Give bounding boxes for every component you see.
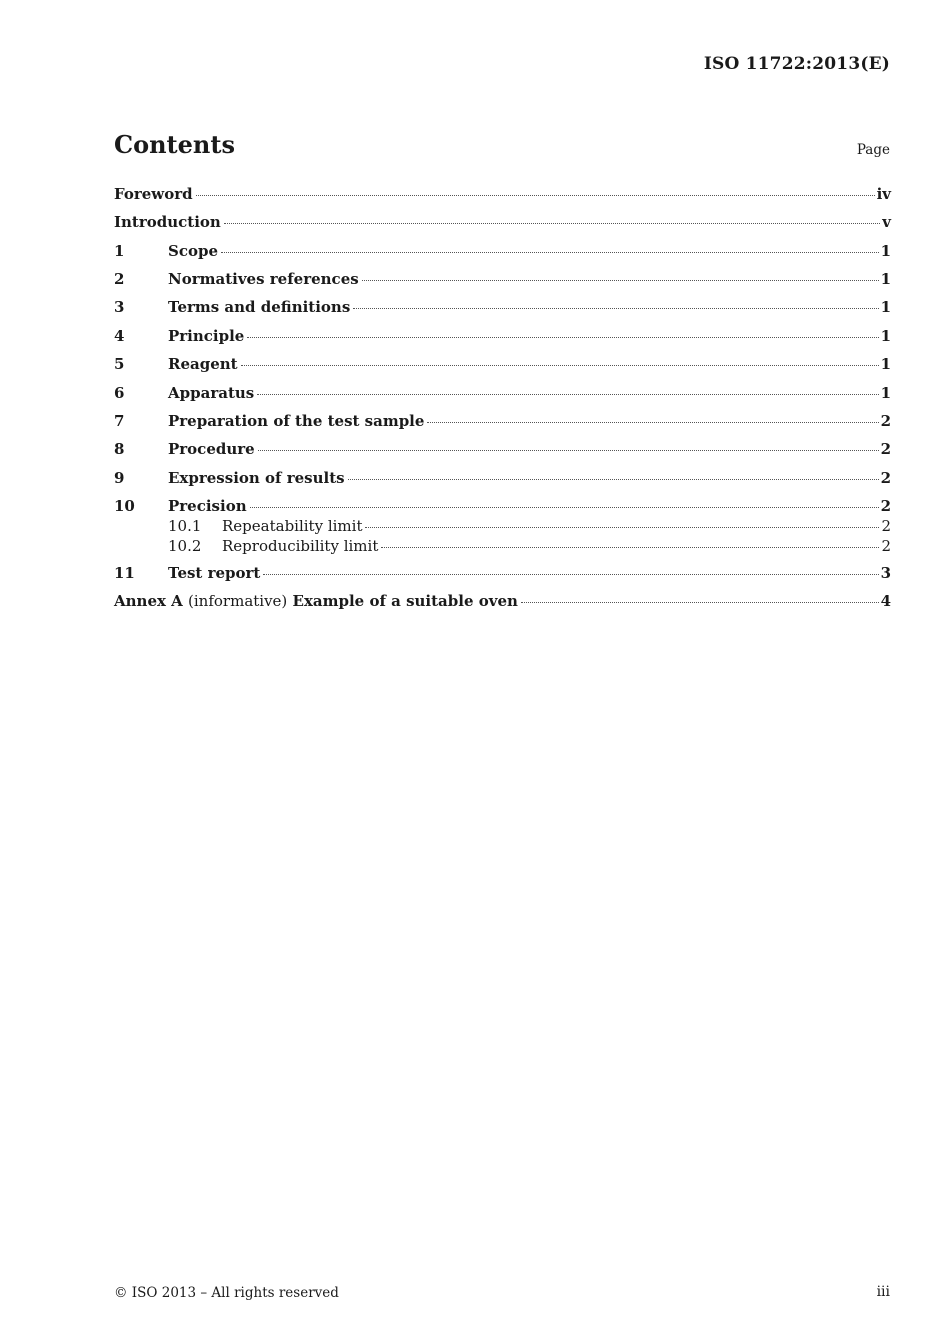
toc-entry[interactable] bbox=[114, 355, 891, 373]
toc-entry[interactable] bbox=[114, 412, 891, 430]
toc-entry-number: 1 bbox=[114, 242, 125, 260]
dot-leader bbox=[196, 195, 875, 196]
toc-entry-page: 1 bbox=[880, 298, 891, 316]
copyright-notice: © ISO 2013 – All rights reserved bbox=[114, 1285, 339, 1301]
toc-entry-number: 8 bbox=[114, 440, 125, 458]
toc-entry[interactable] bbox=[114, 185, 891, 203]
toc-entry-title: Normatives references bbox=[168, 270, 359, 288]
toc-entry[interactable] bbox=[114, 298, 891, 316]
toc-subentry[interactable] bbox=[114, 536, 891, 556]
toc-entry-number: 5 bbox=[114, 355, 125, 373]
toc-entry-page: 1 bbox=[880, 270, 891, 288]
toc-entry-title: Apparatus bbox=[168, 384, 255, 402]
document-id: ISO 11722:2013(E) bbox=[703, 54, 890, 74]
toc-entry-title: Terms and definitions bbox=[168, 298, 351, 316]
toc-entry-page: 2 bbox=[881, 517, 891, 535]
dot-leader bbox=[348, 479, 879, 480]
toc-entry-page: 2 bbox=[881, 537, 891, 555]
toc-entry-page: 1 bbox=[880, 384, 891, 402]
toc-entry-title: Scope bbox=[168, 242, 219, 260]
toc-entry[interactable] bbox=[114, 469, 891, 487]
dot-leader bbox=[381, 547, 879, 548]
toc-entry-title: Precision bbox=[168, 497, 247, 515]
contents-heading: Contents bbox=[114, 130, 235, 159]
toc-entry[interactable] bbox=[114, 384, 891, 402]
page-column-label: Page bbox=[856, 142, 890, 158]
toc-entry-title: Test report bbox=[168, 564, 261, 582]
toc-entry-title: Reagent bbox=[168, 355, 238, 373]
toc-entry-page: 2 bbox=[880, 412, 891, 430]
dot-leader bbox=[362, 280, 879, 281]
toc-entry-number: 6 bbox=[114, 384, 125, 402]
toc-entry-page: 2 bbox=[880, 469, 891, 487]
toc-entry-number: 10.1 bbox=[168, 517, 202, 535]
toc-entry-title: Principle bbox=[168, 327, 245, 345]
dot-leader bbox=[258, 450, 879, 451]
toc-entry-title: Expression of results bbox=[168, 469, 345, 487]
toc-entry-page: 1 bbox=[880, 355, 891, 373]
toc-annex-title-group bbox=[114, 592, 518, 610]
annex-qualifier: (informative) bbox=[188, 592, 288, 610]
toc-entry-number: 10.2 bbox=[168, 537, 202, 555]
toc-entry-title: Foreword bbox=[114, 185, 193, 203]
dot-leader bbox=[257, 394, 878, 395]
toc-entry-page: v bbox=[882, 213, 891, 231]
toc-annex-page: 4 bbox=[880, 592, 891, 610]
toc-entry-title: Procedure bbox=[168, 440, 255, 458]
dot-leader bbox=[241, 365, 879, 366]
dot-leader bbox=[263, 574, 878, 575]
toc-entry-number: 10 bbox=[114, 497, 135, 515]
toc-entry-number: 9 bbox=[114, 469, 125, 487]
toc-entry[interactable] bbox=[114, 327, 891, 345]
toc-entry-page: 2 bbox=[880, 440, 891, 458]
annex-title: Example of a suitable oven bbox=[292, 592, 518, 610]
toc-entry-page: iv bbox=[876, 185, 891, 203]
toc-entry-page: 1 bbox=[880, 242, 891, 260]
dot-leader bbox=[365, 527, 879, 528]
dot-leader bbox=[250, 507, 879, 508]
dot-leader bbox=[247, 337, 878, 338]
toc-entry-title: Introduction bbox=[114, 213, 221, 231]
toc-entry[interactable] bbox=[114, 213, 891, 231]
toc-entry-title: Preparation of the test sample bbox=[168, 412, 425, 430]
toc-entry-number: 4 bbox=[114, 327, 125, 345]
toc-subentry[interactable] bbox=[114, 516, 891, 536]
toc-entry-title: Repeatability limit bbox=[222, 517, 363, 535]
dot-leader bbox=[353, 308, 878, 309]
dot-leader bbox=[221, 252, 879, 253]
toc-entry-number: 11 bbox=[114, 564, 135, 582]
toc-entry[interactable] bbox=[114, 497, 891, 515]
toc-entry-title: Reproducibility limit bbox=[222, 537, 379, 555]
dot-leader bbox=[224, 223, 880, 224]
page-number: iii bbox=[876, 1284, 890, 1300]
toc-entry-page: 2 bbox=[880, 497, 891, 515]
toc-entry-number: 7 bbox=[114, 412, 125, 430]
toc-entry-page: 1 bbox=[880, 327, 891, 345]
toc-entry[interactable] bbox=[114, 440, 891, 458]
toc-entry-number: 3 bbox=[114, 298, 125, 316]
toc-entry[interactable] bbox=[114, 242, 891, 260]
toc-entry-page: 3 bbox=[880, 564, 891, 582]
dot-leader bbox=[521, 602, 879, 603]
dot-leader bbox=[427, 422, 878, 423]
toc-annex-entry[interactable] bbox=[114, 592, 891, 610]
toc-entry[interactable] bbox=[114, 564, 891, 582]
annex-label: Annex A bbox=[114, 592, 183, 610]
toc-entry-number: 2 bbox=[114, 270, 125, 288]
toc-entry[interactable] bbox=[114, 270, 891, 288]
